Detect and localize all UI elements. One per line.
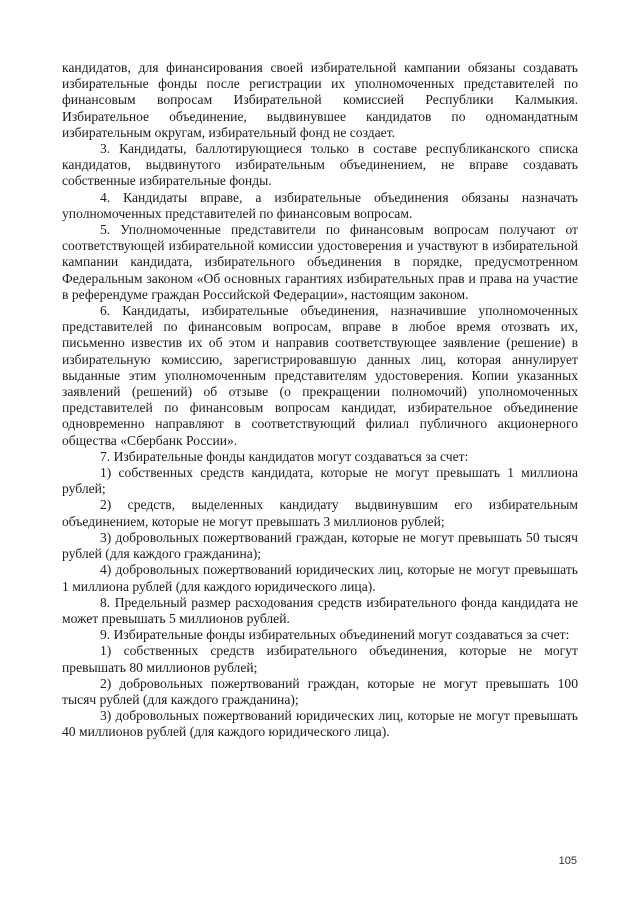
paragraph-continued: кандидатов, для финансирования своей избирательной кампании обязаны создавать избирательные фонды после регистрации их уполномоченных представителей по финансовым вопросам Избирательной комиссией Республики Калмыкия. Избирательное объединение, выдвинувшее кандидатов по одномандатным избирательным округам, избирательный фонд не создает.: [62, 60, 578, 140]
paragraph-9-item-3: 3) добровольных пожертвований юридических лиц, которые не могут превышать 40 миллионов рублей (для каждого юридического лица).: [62, 708, 578, 740]
paragraph-7-item-2: 2) средств, выделенных кандидату выдвинувшим его избирательным объединением, которые не могут превышать 3 миллионов рублей;: [62, 497, 578, 529]
paragraph-9-item-1: 1) собственных средств избирательного объединения, которые не могут превышать 80 миллионов рублей;: [62, 643, 578, 675]
paragraph-7-item-3: 3) добровольных пожертвований граждан, которые не могут превышать 50 тысяч рублей (для каждого гражданина);: [62, 529, 578, 562]
paragraph-8: 8. Предельный размер расходования средств избирательного фонда кандидата не может превышать 5 миллионов рублей.: [62, 594, 578, 626]
paragraph-6: 6. Кандидаты, избирательные объединения, назначившие уполномоченных представителей по финансовым вопросам, вправе в любое время отозвать их, письменно известив их об этом и направив соответствующее заявление (решение) в избирательную комиссию, зарегистрировавшую данных лиц, которая аннулирует выданные этим уполномоченным представителям удостоверения. Копии указанных заявлений (решений) об отзыве (о прекращении полномочий) уполномоченных представителей по финансовым вопросам кандидат, избирательное объединение одновременно направляют в соответствующий филиал публичного акционерного общества «Сбербанк России».: [62, 303, 578, 448]
paragraph-9: 9. Избирательные фонды избирательных объединений могут создаваться за счет:: [100, 627, 570, 643]
paragraph-3: 3. Кандидаты, баллотирующиеся только в составе республиканского списка кандидатов, выдвинутого избирательным объединением, не вправе создавать собственные избирательные фонды.: [62, 141, 578, 189]
page-number: 105: [558, 855, 577, 867]
paragraph-7-item-4: 4) добровольных пожертвований юридических лиц, которые не могут превышать 1 миллиона рублей (для каждого юридического лица).: [62, 562, 578, 594]
document-body: [62, 60, 578, 741]
paragraph-4: 4. Кандидаты вправе, а избирательные объединения обязаны назначать уполномоченных представителей по финансовым вопросам.: [62, 189, 578, 221]
paragraph-7-item-1: 1) собственных средств кандидата, которые не могут превышать 1 миллиона рублей;: [62, 465, 578, 497]
paragraph-7: 7. Избирательные фонды кандидатов могут создаваться за счет:: [100, 448, 469, 464]
paragraph-5: 5. Уполномоченные представители по финансовым вопросам получают от соответствующей избирательной комиссии удостоверения и участвуют в избирательной кампании кандидата, избирательного объединения в порядке, предусмотренном Федеральным законом «Об основных гарантиях избирательных прав и права на участие в референдуме граждан Российской Федерации», настоящим законом.: [62, 222, 578, 302]
paragraph-9-item-2: 2) добровольных пожертвований граждан, которые не могут превышать 100 тысяч рублей (для каждого гражданина);: [62, 675, 578, 707]
